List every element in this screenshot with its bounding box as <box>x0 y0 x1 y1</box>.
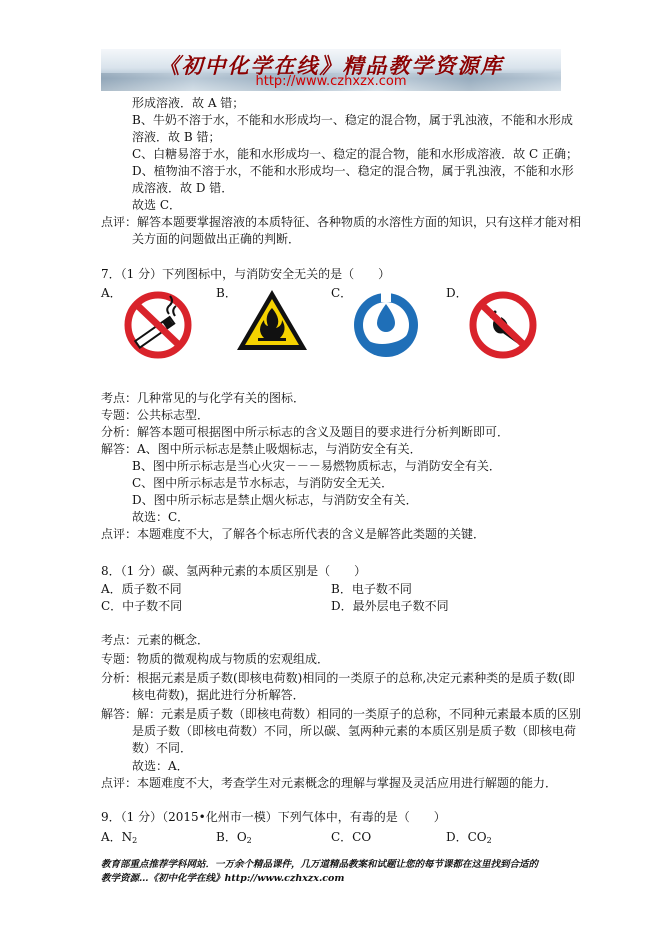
q8-option-b: B．电子数不同 <box>331 582 412 596</box>
q8-solution: 故选：A． <box>132 759 189 773</box>
q7-topic: 专题：公共标志型． <box>101 408 210 422</box>
q6-line: C、白糖易溶于水，能和水形成均一、稳定的混合物，能和水形成溶液．故 C 正确； <box>132 147 578 161</box>
q8-stem: 8．（1 分）碳、氢两种元素的本质区别是（ ） <box>101 564 367 578</box>
q9-option-d-subscript: 2 <box>486 836 492 845</box>
q7-solution: 故选：C． <box>132 510 190 524</box>
q8-solution: 解答：解：元素是质子数（即核电荷数）相同的一类原子的总称，不同种元素最本质的区别 <box>101 707 582 721</box>
q9-option-b-subscript: 2 <box>246 836 252 845</box>
q8-knowledge-point: 考点：元素的概念． <box>101 633 210 647</box>
q7-option-b-label: B． <box>216 286 237 300</box>
q7-knowledge-point: 考点：几种常见的与化学有关的图标． <box>101 391 306 405</box>
no-open-flame-sign-icon <box>464 290 542 360</box>
q9-option-a <box>101 829 137 849</box>
q9-option-d-text: D．CO <box>446 830 487 844</box>
q6-comment: 点评：解答本题要掌握溶液的本质特征、各种物质的水溶性方面的知识，只有这样才能对相 <box>101 215 582 229</box>
banner-url[interactable]: http://www.czhxzx.com <box>255 74 407 89</box>
q9-option-a-text: A．N <box>101 830 133 844</box>
q7-option-a-label: A． <box>101 286 122 300</box>
q9-option-b <box>216 829 252 849</box>
q7-analysis: 分析：解答本题可根据图中所示标志的含义及题目的要求进行分析判断即可． <box>101 425 510 439</box>
q8-option-c: C．中子数不同 <box>101 599 183 613</box>
header-banner <box>101 49 561 91</box>
q8-topic: 专题：物质的微观构成与物质的宏观组成． <box>101 652 330 666</box>
q7-solution: D、图中所示标志是禁止烟火标志，与消防安全有关． <box>132 493 418 507</box>
q9-option-a-subscript: 2 <box>132 836 138 845</box>
q9-option-d <box>446 829 492 849</box>
footer-promo-line: 教学资源…《初中化学在线》http://www.czhxzx.com <box>101 873 345 884</box>
q7-comment: 点评：本题难度不大，了解各个标志所代表的含义是解答此类题的关键． <box>101 527 486 541</box>
no-smoking-sign-icon <box>119 290 197 360</box>
q6-line: 成溶液．故 D 错． <box>132 181 234 195</box>
q6-line: 形成溶液．故 A 错； <box>132 96 245 110</box>
q8-option-a: A．质子数不同 <box>101 582 182 596</box>
q7-stem: 7．（1 分）下列图标中，与消防安全无关的是（ ） <box>101 267 391 281</box>
q8-solution: 是质子数（即核电荷数）不同，所以碳、氢两种元素的本质区别是质子数（即核电荷 <box>132 724 577 738</box>
fire-warning-sign-icon <box>233 286 311 356</box>
banner-title: 《初中化学在线》精品教学资源库 <box>158 53 504 78</box>
q8-solution: 数）不同． <box>132 741 193 755</box>
q6-line: B、牛奶不溶于水，不能和水形成均一、稳定的混合物，属于乳浊液，不能和水形成 <box>132 113 573 127</box>
q7-option-c-label: C． <box>331 286 353 300</box>
q6-line: 故选 C． <box>132 198 181 212</box>
q7-option-d-label: D． <box>446 286 468 300</box>
q8-analysis: 分析：根据元素是质子数(即核电荷数)相同的一类原子的总称,决定元素种类的是质子数(即 <box>101 671 575 685</box>
q9-option-c: C．CO <box>331 830 372 844</box>
q7-solution: B、图中所示标志是当心火灾－－－易燃物质标志，与消防安全有关． <box>132 459 501 473</box>
q8-analysis: 核电荷数)，据此进行分析解答． <box>132 688 305 702</box>
water-saving-sign-icon <box>347 290 425 360</box>
q9-option-b-text: B．O <box>216 830 247 844</box>
q6-line: D、植物油不溶于水，不能和水形成均一、稳定的混合物，属于乳浊液，不能和水形 <box>132 164 574 178</box>
footer-promo-line: 教育部重点推荐学科网站．一万余个精品课件，几万道精品教案和试题让您的每节课都在这里找到合适的 <box>101 859 539 870</box>
q6-line: 溶液．故 B 错； <box>132 130 221 144</box>
q9-stem: 9．（1 分）（2015•化州市一模）下列气体中，有毒的是（ ） <box>101 810 446 824</box>
q8-comment: 点评：本题难度不大，考查学生对元素概念的理解与掌握及灵活应用进行解题的能力． <box>101 776 558 790</box>
q7-solution: C、图中所示标志是节水标志，与消防安全无关． <box>132 476 394 490</box>
q6-comment: 关方面的问题做出正确的判断． <box>132 232 301 246</box>
q7-solution: 解答：A、图中所示标志是禁止吸烟标志，与消防安全有关． <box>101 442 422 456</box>
q8-option-d: D．最外层电子数不同 <box>331 599 449 613</box>
